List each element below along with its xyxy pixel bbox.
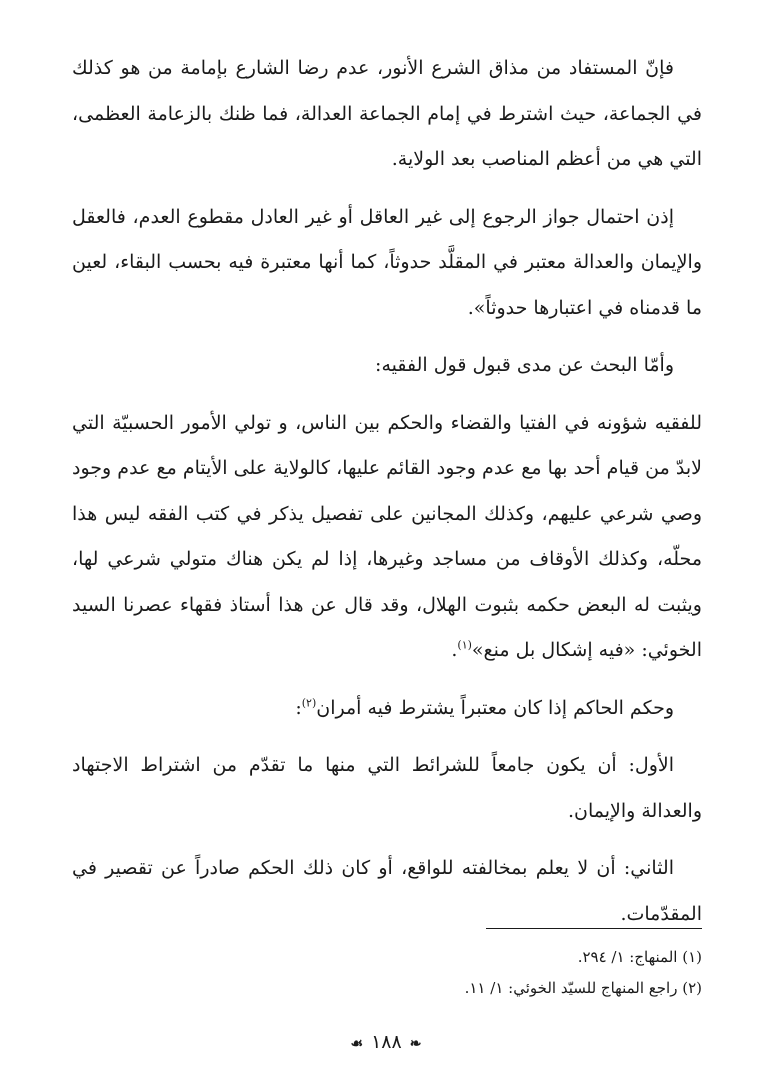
main-text xyxy=(72,46,702,949)
paragraph-4-text: وحكم الحاكم إذا كان معتبراً يشترط فيه أمران xyxy=(316,696,674,719)
paragraph-3 xyxy=(72,401,702,674)
paragraph-2-text: إذن احتمال جواز الرجوع إلى غير العاقل أو غير العادل مقطوع العدم، فالعقل والإيمان والعدالة معتبر في المقلَّد حدوثاً، كما أنها معتبرة فيه بحسب البقاء، لعين ما قدمناه في اعتبارها حدوثاً». xyxy=(72,205,702,319)
paragraph-1 xyxy=(72,46,702,183)
paragraph-4-colon: : xyxy=(295,696,302,719)
ornament-right-icon: ❧ xyxy=(409,1036,422,1052)
section-heading-text: وأمّا البحث عن مدى قبول قول الفقيه: xyxy=(375,354,674,376)
footnote-ref-1[interactable]: (١) xyxy=(457,638,472,652)
paragraph-3-end: . xyxy=(451,639,458,661)
paragraph-5-text: الأول: أن يكون جامعاً للشرائط التي منها ما تقدّم من اشتراط الاجتهاد والعدالة والإيمان. xyxy=(72,754,702,822)
paragraph-4 xyxy=(72,686,702,732)
footnote-ref-2[interactable]: (٢) xyxy=(301,696,317,710)
footnotes xyxy=(300,942,702,1004)
paragraph-5 xyxy=(72,743,702,834)
page-number xyxy=(286,1030,486,1056)
paragraph-1-text: فإنّ المستفاد من مذاق الشرع الأنور، عدم رضا الشارع بإمامة من هو كذلك في الجماعة، حيث اشترط في إمام الجماعة العدالة، فما ظنك بالزعامة العظمى، التي هي من أعظم المناصب بعد الولاية. xyxy=(72,57,702,170)
paragraph-2 xyxy=(72,195,702,332)
footnote-divider xyxy=(486,928,702,929)
paragraph-6 xyxy=(72,846,702,937)
ornament-left-icon: ☙ xyxy=(350,1036,364,1052)
paragraph-3-text: للفقيه شؤونه في الفتيا والقضاء والحكم بين الناس، و تولي الأمور الحسبيّة التي لابدّ من قيام أحد بها مع عدم وجود القائم عليها، كالولاية على الأيتام مع عدم وجود وصي شرعي عليهم، وكذلك المجانين على تفصيل يذكر في كتب الفقه ليس هذا محلّه، وكذلك الأوقاف من مساجد وغيرها، إذا لم يكن هناك متولي شرعي لها، ويثبت له البعض حكمه بثبوت الهلال، وقد قال عن هذا أستاذ فقهاء عصرنا السيد الخوئي: «فيه إشكال بل منع» xyxy=(72,411,702,661)
page-number-value: ١٨٨ xyxy=(371,1031,402,1053)
footnote-2: (٢) راجع المنهاج للسيّد الخوئي: ١/ ١١. xyxy=(464,979,702,997)
paragraph-6-text: الثاني: أن لا يعلم بمخالفته للواقع، أو كان ذلك الحكم صادراً عن تقصير في المقدّمات. xyxy=(72,857,702,925)
footnote-1: (١) المنهاج: ١/ ٢٩٤. xyxy=(577,948,702,966)
section-heading xyxy=(72,343,702,389)
